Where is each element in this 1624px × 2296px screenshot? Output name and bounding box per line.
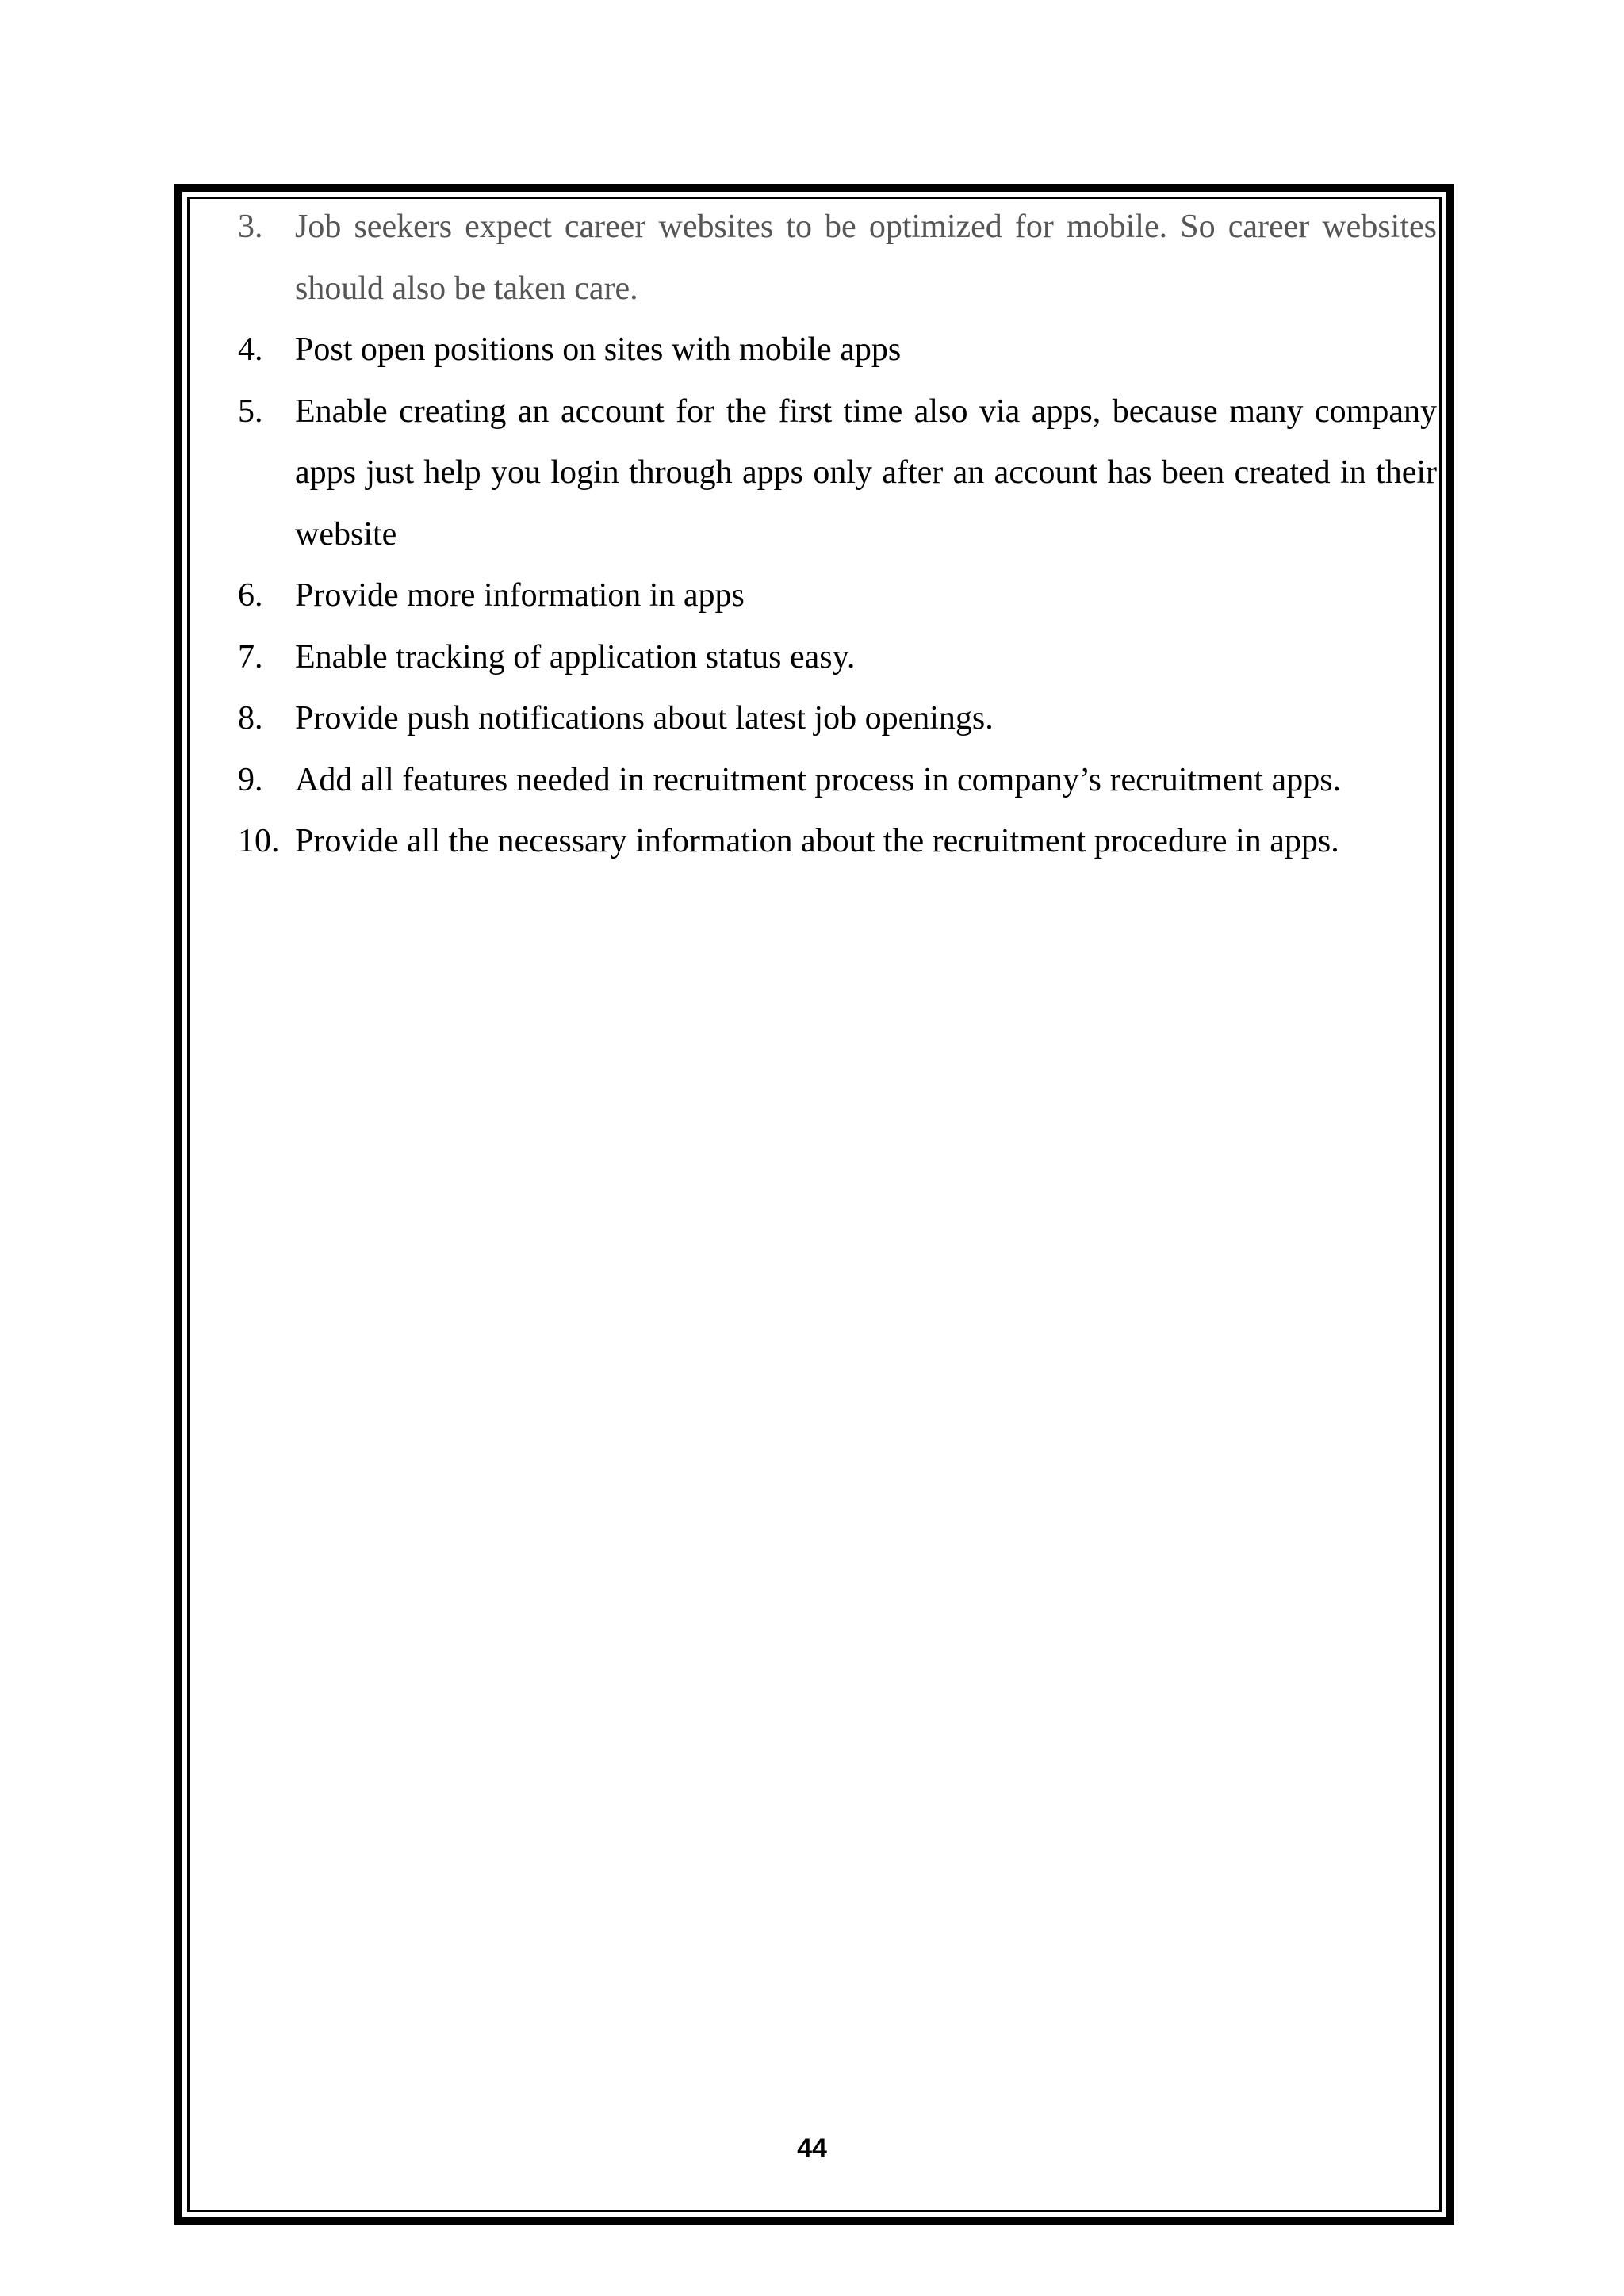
list-item-number: 3. xyxy=(238,209,263,245)
list-item xyxy=(238,811,1437,873)
list-item xyxy=(238,197,1437,320)
list-item-text: Provide all the necessary information about the recruitment procedure in apps. xyxy=(295,823,1339,859)
list-item xyxy=(238,750,1437,812)
list-item xyxy=(238,565,1437,627)
list-item xyxy=(238,320,1437,381)
list-item xyxy=(238,688,1437,750)
list-item xyxy=(238,381,1437,566)
list-item-number: 6. xyxy=(238,577,263,614)
list-item-number: 8. xyxy=(238,700,263,737)
list-item-number: 4. xyxy=(238,331,263,368)
list-item-number: 5. xyxy=(238,392,263,430)
list-item-text: Enable creating an account for the first time also via apps, because many company apps just help you login through apps only after an account has been created in their website xyxy=(295,392,1437,553)
list-item-text: Provide more information in apps xyxy=(295,577,745,614)
list-item-text: Enable tracking of application status easy. xyxy=(295,638,856,675)
list-item-number: 7. xyxy=(238,638,263,675)
list-item xyxy=(238,627,1437,689)
page-content xyxy=(238,197,1437,873)
page-number: 44 xyxy=(797,2133,827,2164)
list-item-number: 10. xyxy=(238,823,280,859)
list-item-text: Provide push notifications about latest job openings. xyxy=(295,700,994,737)
recommendations-list xyxy=(238,197,1437,873)
list-item-text: Job seekers expect career websites to be optimized for mobile. So career websites should also be taken care. xyxy=(295,209,1437,307)
list-item-text: Add all features needed in recruitment process in company’s recruitment apps. xyxy=(295,761,1342,798)
list-item-text: Post open positions on sites with mobile apps xyxy=(295,331,902,368)
list-item-number: 9. xyxy=(238,761,263,798)
